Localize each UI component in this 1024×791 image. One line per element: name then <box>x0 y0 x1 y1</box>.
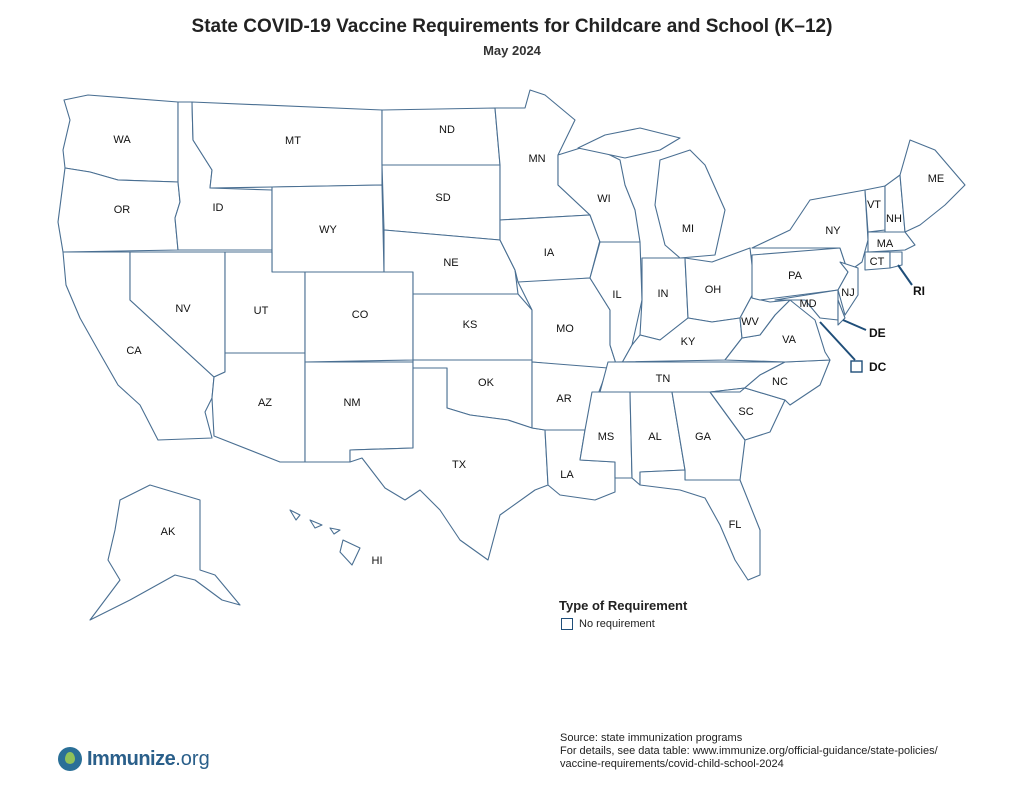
state-label: MA <box>876 238 894 250</box>
state-label: GA <box>695 431 711 443</box>
ri-leader-line <box>898 265 912 285</box>
callout-label-dc: DC <box>869 360 887 374</box>
state-label: ID <box>212 202 224 214</box>
state-label: WA <box>113 134 131 146</box>
legend-swatch <box>561 618 573 630</box>
dc-marker[interactable] <box>851 361 862 372</box>
callout-label-de: DE <box>869 326 886 340</box>
state-label: SD <box>435 192 451 204</box>
state-label: NH <box>886 213 902 225</box>
state-nm[interactable] <box>305 362 413 462</box>
state-label: CA <box>126 345 142 357</box>
state-label: TX <box>451 459 467 471</box>
state-label: MI <box>681 223 695 235</box>
state-label: MS <box>597 431 615 443</box>
state-label: OK <box>478 377 494 389</box>
state-label: AZ <box>257 397 273 409</box>
state-label: IL <box>612 289 622 301</box>
state-label: WI <box>597 193 611 205</box>
source-note <box>560 732 938 771</box>
state-label: FL <box>728 519 742 531</box>
state-label: NM <box>343 397 361 409</box>
state-label: MN <box>528 153 546 165</box>
state-fl[interactable] <box>640 470 760 580</box>
state-label: WY <box>319 224 337 236</box>
state-label: MT <box>285 135 301 147</box>
state-ri[interactable] <box>890 252 902 268</box>
state-label: CO <box>351 309 369 321</box>
state-label: LA <box>560 469 574 481</box>
state-label: MO <box>556 323 574 335</box>
state-hi[interactable] <box>290 510 360 565</box>
state-label: ME <box>927 173 945 185</box>
state-nd[interactable] <box>382 108 500 165</box>
state-label: WV <box>741 316 759 328</box>
state-label: NJ <box>841 287 855 299</box>
callout-label-ri: RI <box>913 284 925 298</box>
immunize-logo[interactable] <box>58 747 210 771</box>
state-label: NE <box>443 257 459 269</box>
state-label: UT <box>253 305 269 317</box>
source-line[interactable]: vaccine-requirements/covid-child-school-2024 <box>560 758 784 770</box>
logo-name: Immunize <box>87 747 176 770</box>
state-label: NC <box>772 376 788 388</box>
state-label: AK <box>160 526 176 538</box>
state-label: KY <box>680 336 696 348</box>
state-me[interactable] <box>900 140 965 232</box>
state-label: IN <box>657 288 669 300</box>
legend-item <box>561 618 655 630</box>
logo-suffix: .org <box>175 747 210 770</box>
source-line: Source: state immunization programs <box>560 732 743 744</box>
state-label: MD <box>799 298 817 310</box>
de-leader-line <box>843 320 866 330</box>
legend-title: Type of Requirement <box>559 598 688 613</box>
state-label: HI <box>371 555 383 567</box>
state-label: IA <box>543 247 555 259</box>
map-title: State COVID-19 Vaccine Requirements for Childcare and School (K–12) <box>191 16 833 37</box>
state-label: NV <box>175 303 191 315</box>
state-label: OR <box>113 204 131 216</box>
state-label: VT <box>866 199 882 211</box>
map-subtitle: May 2024 <box>483 43 541 58</box>
state-label: PA <box>788 270 802 282</box>
state-label: TN <box>655 373 671 385</box>
state-mi[interactable] <box>655 150 725 258</box>
state-label: KS <box>462 319 478 331</box>
state-ak[interactable] <box>90 485 240 620</box>
state-label: AL <box>648 431 662 443</box>
state-label: OH <box>704 284 722 296</box>
state-label: CT <box>869 256 885 268</box>
state-label: NY <box>825 225 841 237</box>
legend-label: No requirement <box>579 618 655 630</box>
state-label: ND <box>439 124 455 136</box>
state-label: SC <box>738 406 754 418</box>
immunize-logo-icon <box>58 747 82 771</box>
state-label: VA <box>782 334 796 346</box>
state-label: AR <box>556 393 572 405</box>
source-line[interactable]: For details, see data table: www.immunize.org/official-guidance/state-policies/ <box>560 745 938 757</box>
